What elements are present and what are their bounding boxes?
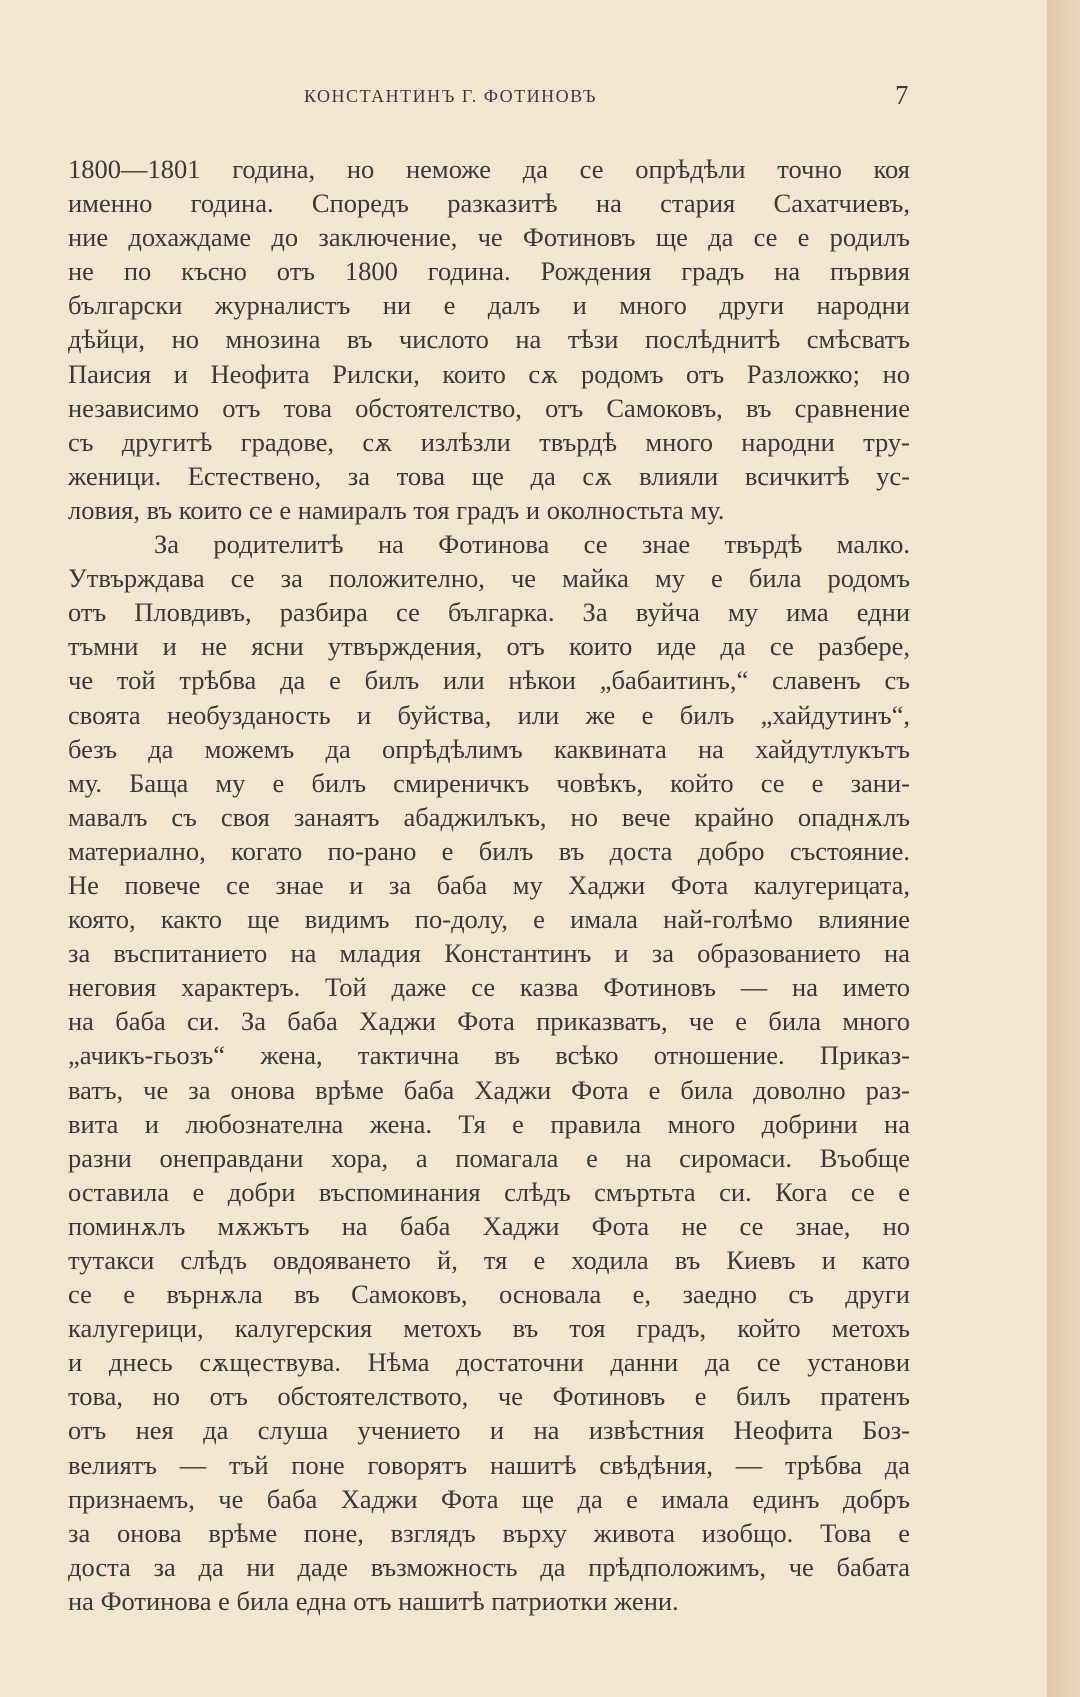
text-line: Утвърждава се за положително, че майка му е била родомъ (68, 563, 910, 594)
text-line: независимо отъ това обстоятелство, отъ Самоковъ, въ сравнение (68, 392, 910, 423)
text-line: дѣйци, но мнозина въ числото на тѣзи послѣднитѣ смѣсватъ (68, 324, 910, 355)
text-line: се е върнѫла въ Самоковъ, основала е, заедно съ други (68, 1279, 910, 1310)
text-line: на Фотинова е била една отъ нашитѣ патриотки жени. (68, 1585, 679, 1616)
text-line: велиятъ — тъй поне говорятъ нашитѣ свѣдѣния, — трѣбва да (68, 1449, 910, 1480)
text-line: на баба си. За баба Хаджи Фота приказватъ, че е била много (68, 1006, 910, 1037)
text-line: съ другитѣ градове, сѫ излѣзли твърдѣ много народни тру- (68, 426, 910, 457)
running-head: КОНСТАНТИНЪ Г. ФОТИНОВЪ (304, 86, 597, 106)
text-line: за въспитанието на младия Константинъ и за образованието на (68, 938, 910, 969)
page-body-text (68, 152, 910, 1618)
text-line: че той трѣбва да е билъ или нѣкои „бабаитинъ,“ славенъ съ (68, 665, 910, 696)
page-edge-shadow (1047, 0, 1080, 1697)
text-line: именно година. Споредъ разказитѣ на стария Сахатчиевъ, (68, 188, 910, 219)
text-line: оставила е добри въспоминания слѣдъ смъртьта си. Кога се е (68, 1176, 910, 1207)
text-line: калугерици, калугерския метохъ въ тоя градъ, който метохъ (68, 1313, 910, 1344)
text-line: безъ да можемъ да опрѣдѣлимъ каквината на хайдутлукътъ (68, 733, 910, 764)
text-line: материално, когато по-рано е билъ въ доста добро състояние. (68, 835, 910, 866)
text-line: своята необузданость и буйства, или же е билъ „хайдутинъ“, (68, 699, 910, 730)
text-line: отъ Пловдивъ, разбира се българка. За вуйча му има едни (68, 597, 910, 628)
text-line: женици. Естествено, за това ще да сѫ влияли всичкитѣ ус- (68, 460, 910, 491)
text-line: Не повече се знае и за баба му Хаджи Фота калугерицата, (68, 869, 910, 900)
text-line: поминѫлъ мѫжътъ на баба Хаджи Фота не се знае, но (68, 1210, 910, 1241)
text-line: ние дохаждаме до заключение, че Фотиновъ ще да се е родилъ (68, 222, 910, 253)
text-line: неговия характеръ. Той даже се казва Фотиновъ — на името (68, 972, 910, 1003)
text-line: признаемъ, че баба Хаджи Фота ще да е имала единъ добръ (68, 1483, 910, 1514)
paragraph-first-line: За родителитѣ на Фотинова се знае твърдѣ малко. (154, 529, 910, 560)
text-line: разни онеправдани хора, а помагала е на сиромаси. Въобще (68, 1142, 910, 1173)
text-line: български журналистъ ни е далъ и много други народни (68, 290, 910, 321)
text-line: ватъ, че за онова врѣме баба Хаджи Фота е била доволно раз- (68, 1074, 910, 1105)
text-line: „ачикъ-гьозъ“ жена, тактична въ всѣко отношение. Приказ- (68, 1040, 910, 1071)
text-line: която, както ще видимъ по-долу, е имала най-голѣмо влияние (68, 904, 910, 935)
text-line: ловия, въ които се е намиралъ тоя градъ и околностьта му. (68, 494, 725, 525)
text-line: му. Баща му е билъ смиреничкъ човѣкъ, който се е зани- (68, 767, 910, 798)
text-line: за онова врѣме поне, взглядъ върху живота изобщо. Това е (68, 1517, 910, 1548)
text-line: не по късно отъ 1800 година. Рождения градъ на първия (68, 256, 910, 287)
text-line: тъмни и не ясни утвърждения, отъ които иде да се разбере, (68, 631, 910, 662)
page-header (0, 78, 1047, 114)
text-line: тутакси слѣдъ овдояването й, тя е ходила въ Киевъ и като (68, 1245, 910, 1275)
text-line: отъ нея да слуша учението и на извѣстния Неофита Боз- (68, 1415, 910, 1446)
text-line: мавалъ съ своя занаятъ абаджилъкъ, но вече крайно опаднѫлъ (68, 801, 910, 832)
text-line: доста за да ни даде възможность да прѣдположимъ, че бабата (68, 1551, 910, 1582)
text-line: вита и любознателна жена. Тя е правила много добрини на (68, 1108, 910, 1139)
page-number: 7 (895, 80, 909, 110)
text-line: Паисия и Неофита Рилски, които сѫ родомъ отъ Разложко; но (68, 358, 910, 389)
text-line: и днесь сѫществува. Нѣма достаточни данни да се установи (68, 1347, 910, 1378)
text-line: 1800—1801 година, но неможе да се опрѣдѣли точно коя (68, 154, 910, 184)
text-line: това, но отъ обстоятелството, че Фотиновъ е билъ пратенъ (68, 1381, 910, 1412)
